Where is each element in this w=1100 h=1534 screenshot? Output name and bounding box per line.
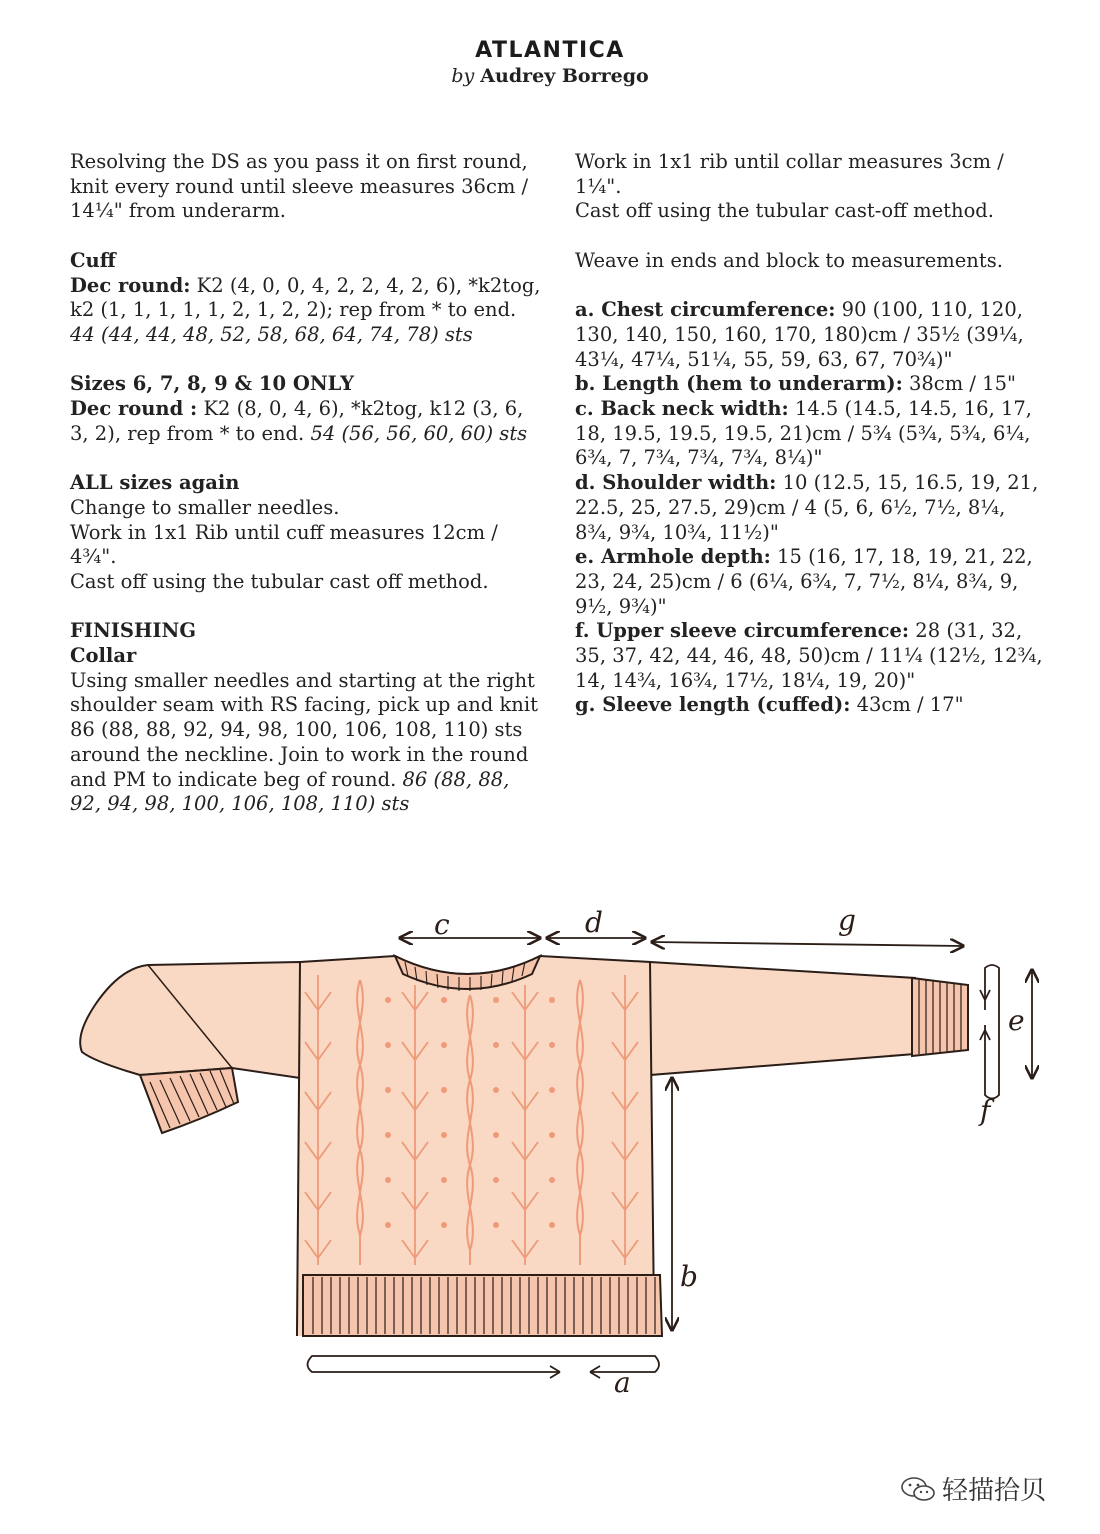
label-g: g	[838, 904, 856, 937]
dec-round-1-label: Dec round:	[70, 273, 191, 297]
measurement-b-text: 38cm / 15"	[902, 372, 1016, 396]
measurement-f-text: 28 (31, 32, 35, 37, 42, 44, 46, 48, 50)cm / 11¼ (12½, 12¾, 14, 14¾, 16¾, 17½, 18¼, 19, 20)"	[575, 619, 1043, 692]
sizes-heading: Sizes 6, 7, 8, 9 & 10 ONLY	[70, 372, 355, 396]
pattern-title: ATLANTICA	[475, 38, 625, 63]
finishing-heading: FINISHING	[70, 619, 197, 643]
label-d: d	[585, 906, 603, 939]
all-sizes-line-1: Change to smaller needles.	[70, 495, 340, 519]
measurement-b-label: b. Length (hem to underarm):	[575, 372, 903, 396]
all-sizes-heading: ALL sizes again	[70, 471, 240, 495]
measurement-c-text: 14.5 (14.5, 14.5, 16, 17, 18, 19.5, 19.5, 19.5, 21)cm / 5¾ (5¾, 5¾, 6¼, 6¾, 7, 7¾, 7¾, 7¾, 8¼)"	[575, 397, 1032, 470]
watermark	[900, 1470, 1046, 1507]
all-sizes-line-3: Cast off using the tubular cast off method.	[70, 569, 489, 593]
measurement-a-text: 90 (100, 110, 120, 130, 140, 150, 160, 170, 180)cm / 35½ (39¼, 43¼, 47¼, 51¼, 55, 59, 63, 67, 70¾)"	[575, 298, 1024, 371]
collar-rib-line-1: Work in 1x1 rib until collar measures 3cm / 1¼".	[575, 150, 1004, 198]
measurement-d-label: d. Shoulder width:	[575, 471, 777, 495]
measurement-g-label: g. Sleeve length (cuffed):	[575, 693, 851, 717]
all-sizes-line-2: Work in 1x1 Rib until cuff measures 12cm / 4¾".	[70, 520, 498, 569]
measurement-f-label: f. Upper sleeve circumference:	[575, 619, 910, 643]
collar-text: Using smaller needles and starting at the right shoulder seam with RS facing, pick up and knit 86 (88, 88, 92, 94, 98, 100, 106, 108, 110) sts around the neckline. Join to work in the round and PM to indicate beg of round.	[70, 668, 538, 791]
measurement-e-text: 15 (16, 17, 18, 19, 21, 22, 23, 24, 25)cm / 6 (6¼, 6¾, 7, 7½, 8¼, 8¾, 9, 9½, 9¾)"	[575, 545, 1033, 618]
measurement-g-text: 43cm / 17"	[850, 693, 964, 717]
measurement-a-label: a. Chest circumference:	[575, 298, 836, 322]
right-sleeve-shape	[650, 962, 915, 1075]
label-a: a	[614, 1366, 631, 1399]
body-cover-bottom	[290, 1336, 670, 1534]
label-b: b	[680, 1260, 698, 1293]
measurement-e-label: e. Armhole depth:	[575, 545, 771, 569]
cuff-heading: Cuff	[70, 248, 116, 272]
dec-round-1-text: K2 (4, 0, 0, 4, 2, 2, 4, 2, 6), *k2tog, k2 (1, 1, 1, 1, 1, 2, 1, 2, 2); rep from * to end.	[70, 273, 541, 322]
watermark-text: 轻描拾贝	[942, 1476, 1047, 1506]
label-f: f	[980, 1094, 991, 1127]
dec-round-1-sts: 44 (44, 44, 48, 52, 58, 68, 64, 74, 78) sts	[70, 322, 473, 346]
label-c: c	[434, 908, 450, 941]
author-name: Audrey Borrego	[480, 65, 649, 87]
collar-sts: 86 (88, 88, 92, 94, 98, 100, 106, 108, 110) sts	[70, 767, 510, 816]
label-e: e	[1008, 1004, 1025, 1037]
measurement-c-label: c. Back neck width:	[575, 397, 789, 420]
wechat-icon	[900, 1475, 936, 1503]
measurement-d-text: 10 (12.5, 15, 16.5, 19, 21, 22.5, 25, 27.5, 29)cm / 4 (5, 6, 6½, 7½, 8¼, 8¾, 9¾, 10¾, 11½)"	[575, 471, 1039, 544]
hem-shape	[303, 1275, 662, 1336]
collar-rib-line-2: Cast off using the tubular cast-off method.	[575, 199, 994, 223]
dec-round-2-sts: 54 (56, 56, 60, 60) sts	[310, 421, 528, 445]
byline-by: by	[451, 65, 475, 87]
dec-round-2-text: K2 (8, 0, 4, 6), *k2tog, k12 (3, 6, 3, 2), rep from * to end.	[70, 397, 524, 445]
dec-round-2-label: Dec round :	[70, 397, 198, 420]
weave-ends: Weave in ends and block to measurements.	[575, 248, 1003, 272]
intro-paragraph: Resolving the DS as you pass it on first round, knit every round until sleeve measures 36cm / 14¼" from underarm.	[70, 150, 529, 223]
collar-heading: Collar	[70, 644, 137, 667]
